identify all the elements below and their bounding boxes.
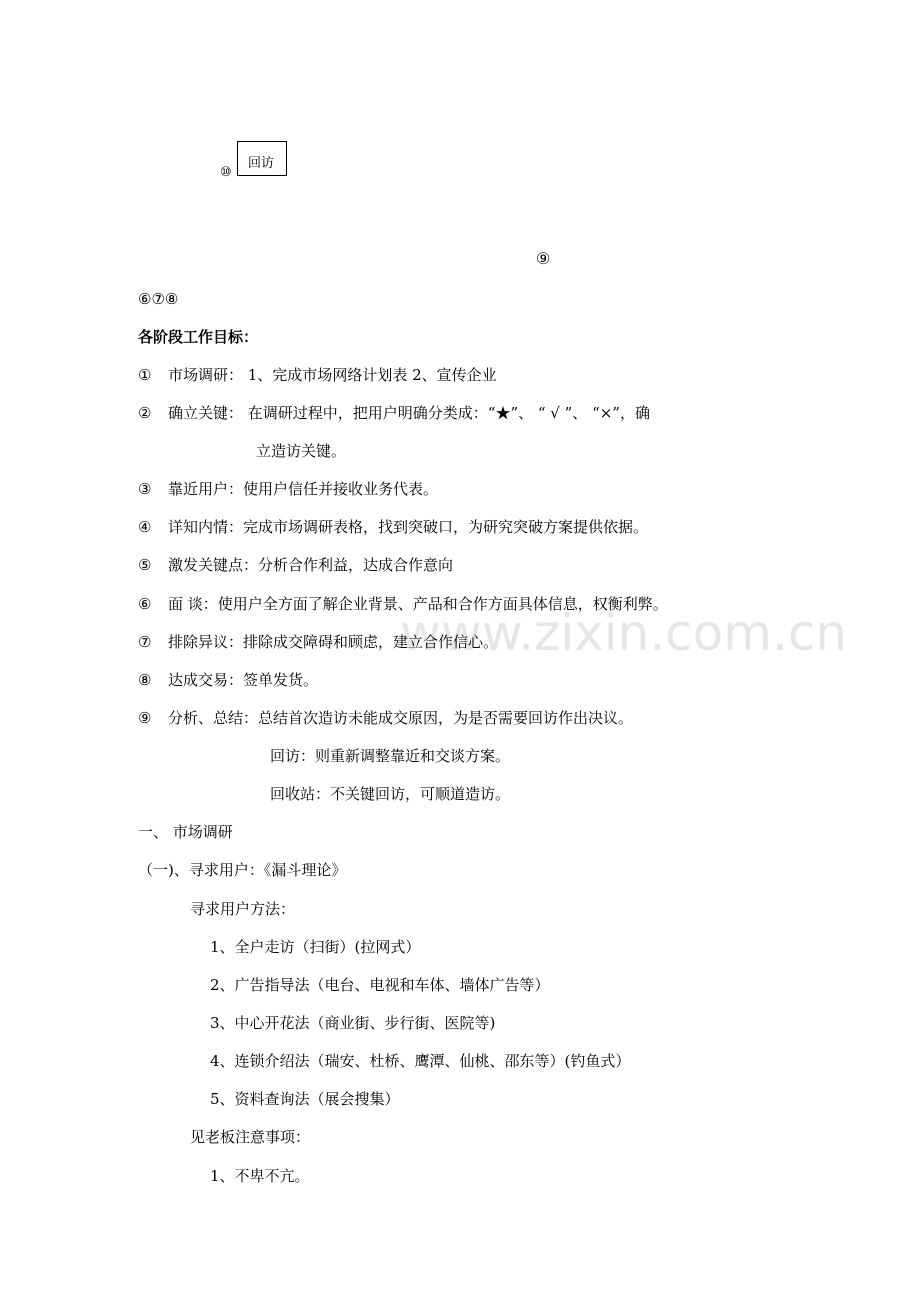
goal-7-text: 排除异议：排除成交障碍和顾虑，建立合作信心。 [168, 633, 499, 651]
method-item: 3、中心开花法（商业街、步行街、医院等) [210, 1014, 496, 1032]
goal-8-number: ⑧ [138, 671, 152, 689]
goal-3-number: ③ [138, 480, 152, 498]
method-item: 2、广告指导法（电台、电视和车体、墙体广告等） [210, 976, 550, 994]
goal-9-text: 分析、总结：总结首次造访未能成交原因，为是否需要回访作出决议。 [168, 709, 634, 727]
goal-1-text: 市场调研： 1、完成市场网络计划表 2、宣传企业 [168, 366, 497, 384]
watermark: www.zixin.com.cn [400, 604, 848, 662]
boss-item: 1、不卑不亢。 [210, 1167, 310, 1185]
diagram-marker-10: ⑩ [220, 165, 232, 180]
goal-6-number: ⑥ [138, 595, 152, 613]
recycle-note: 回收站：不关键回访，可顺道造访。 [270, 785, 511, 803]
methods-heading: 寻求用户方法： [190, 900, 296, 918]
goal-3-text: 靠近用户：使用户信任并接收业务代表。 [168, 480, 439, 498]
goal-8-text: 达成交易：签单发货。 [168, 671, 319, 689]
goal-5-number: ⑤ [138, 556, 152, 574]
goal-6-text: 面 谈：使用户全方面了解企业背景、产品和合作方面具体信息，权衡利弊。 [168, 595, 668, 613]
revisit-note: 回访：则重新调整靠近和交谈方案。 [270, 747, 511, 765]
goal-4-text: 详知内情：完成市场调研表格，找到突破口，为研究突破方案提供依据。 [168, 518, 649, 536]
goal-2-continuation: 立造访关键。 [256, 442, 347, 460]
method-item: 4、连锁介绍法（瑞安、杜桥、鹰潭、仙桃、邵东等）(钓鱼式） [210, 1052, 631, 1070]
diagram-markers-678: ⑥⑦⑧ [138, 290, 179, 308]
boss-heading: 见老板注意事项： [190, 1128, 311, 1146]
method-item: 1、全户走访（扫街）(拉网式） [210, 938, 421, 956]
revisit-box-label: 回访 [248, 156, 275, 171]
goals-heading: 各阶段工作目标： [138, 328, 259, 346]
subsection-1-title: （一)、寻求用户：《漏斗理论》 [138, 861, 347, 879]
goal-7-number: ⑦ [138, 633, 152, 651]
goal-5-text: 激发关键点：分析合作利益，达成合作意向 [168, 556, 454, 574]
goal-4-number: ④ [138, 518, 152, 536]
goal-9-number: ⑨ [138, 709, 152, 727]
method-item: 5、资料查询法（展会搜集） [210, 1090, 400, 1108]
goal-1-number: ① [138, 366, 152, 384]
goal-2-text: 确立关键： 在调研过程中，把用户明确分类成：“★”、 “ √ ”、 “×”，确 [168, 404, 650, 422]
goal-2-number: ② [138, 404, 152, 422]
revisit-box [237, 141, 287, 176]
diagram-marker-9: ⑨ [536, 249, 551, 268]
section-1-title: 一、 市场调研 [138, 823, 233, 841]
